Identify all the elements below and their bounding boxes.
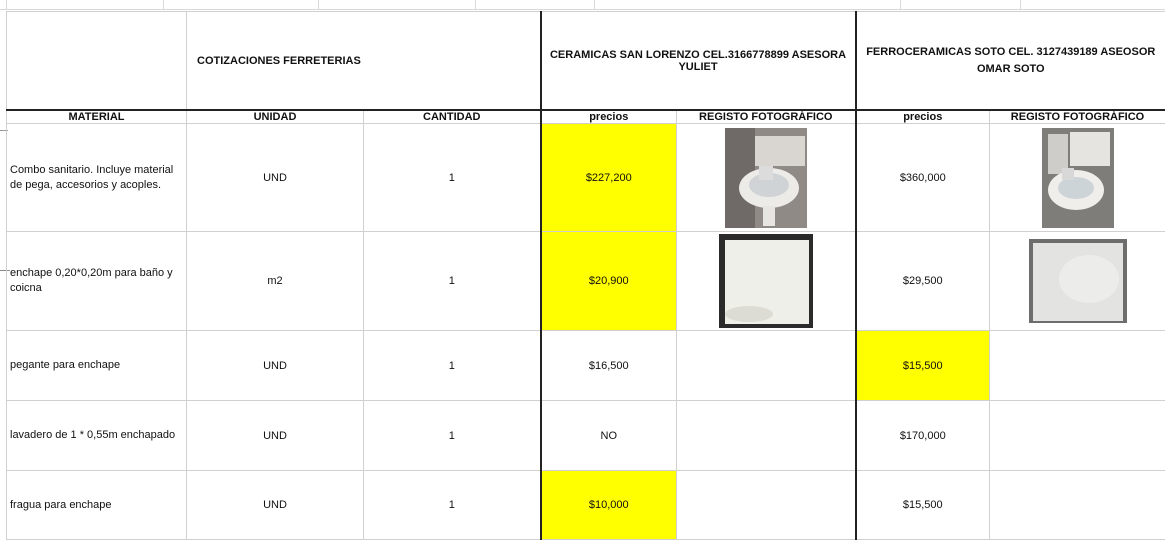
table-row xyxy=(7,232,1165,331)
unidad-cell: UND xyxy=(187,401,364,471)
column-header-row xyxy=(7,110,1165,124)
cantidad-cell: 1 xyxy=(364,471,541,540)
photo2-cell xyxy=(990,232,1165,331)
unidad-cell: UND xyxy=(187,471,364,540)
cantidad-cell: 1 xyxy=(364,232,541,331)
precio1-cell: $20,900 xyxy=(541,232,677,331)
table-row xyxy=(7,401,1165,471)
material-cell: Combo sanitario. Incluye material de pega, accesorios y acoples. xyxy=(7,124,187,232)
photo1-cell xyxy=(677,124,856,232)
col-unidad: UNIDAD xyxy=(187,110,364,124)
material-cell: lavadero de 1 * 0,55m enchapado xyxy=(7,401,187,471)
spreadsheet-column-header-strip xyxy=(0,0,1165,10)
col-foto1: REGISTO FOTOGRÁFICO xyxy=(677,110,856,124)
supplier2-header: FERROCERAMICAS SOTO CEL. 3127439189 ASEOSOR OMAR SOTO xyxy=(856,12,1165,111)
tile-photo xyxy=(719,234,813,328)
precio1-cell: NO xyxy=(541,401,677,471)
material-cell: pegante para enchape xyxy=(7,331,187,401)
material-cell: fragua para enchape xyxy=(7,471,187,540)
photo1-cell xyxy=(677,401,856,471)
col-material: MATERIAL xyxy=(7,110,187,124)
toilet-photo xyxy=(1042,128,1114,228)
unidad-cell: m2 xyxy=(187,232,364,331)
col-foto2: REGISTO FOTOGRÁFICO xyxy=(990,110,1165,124)
col-precios1: precios xyxy=(541,110,677,124)
unidad-cell: UND xyxy=(187,124,364,232)
precio1-cell: $16,500 xyxy=(541,331,677,401)
col-precios2: precios xyxy=(856,110,990,124)
precio2-cell: $170,000 xyxy=(856,401,990,471)
title-row xyxy=(7,12,1165,111)
cantidad-cell: 1 xyxy=(364,331,541,401)
precio1-cell: $10,000 xyxy=(541,471,677,540)
photo2-cell xyxy=(990,124,1165,232)
supplier1-header: CERAMICAS SAN LORENZO CEL.3166778899 ASESORA YULIET xyxy=(541,12,856,111)
photo1-cell xyxy=(677,471,856,540)
precio2-cell: $15,500 xyxy=(856,471,990,540)
table-row xyxy=(7,331,1165,401)
photo2-cell xyxy=(990,401,1165,471)
quotation-table xyxy=(6,11,1165,540)
sheet-title: COTIZACIONES FERRETERIAS xyxy=(187,12,541,111)
photo1-cell xyxy=(677,331,856,401)
photo2-cell xyxy=(990,471,1165,540)
photo1-cell xyxy=(677,232,856,331)
cantidad-cell: 1 xyxy=(364,401,541,471)
empty-header-cell xyxy=(7,12,187,111)
precio2-cell: $15,500 xyxy=(856,331,990,401)
col-cantidad: CANTIDAD xyxy=(364,110,541,124)
material-cell: enchape 0,20*0,20m para baño y coicna xyxy=(7,232,187,331)
tile-photo xyxy=(1029,239,1127,323)
precio2-cell: $360,000 xyxy=(856,124,990,232)
cantidad-cell: 1 xyxy=(364,124,541,232)
toilet-photo xyxy=(725,128,807,228)
precio1-cell: $227,200 xyxy=(541,124,677,232)
precio2-cell: $29,500 xyxy=(856,232,990,331)
unidad-cell: UND xyxy=(187,331,364,401)
photo2-cell xyxy=(990,331,1165,401)
table-row xyxy=(7,124,1165,232)
table-row xyxy=(7,471,1165,540)
